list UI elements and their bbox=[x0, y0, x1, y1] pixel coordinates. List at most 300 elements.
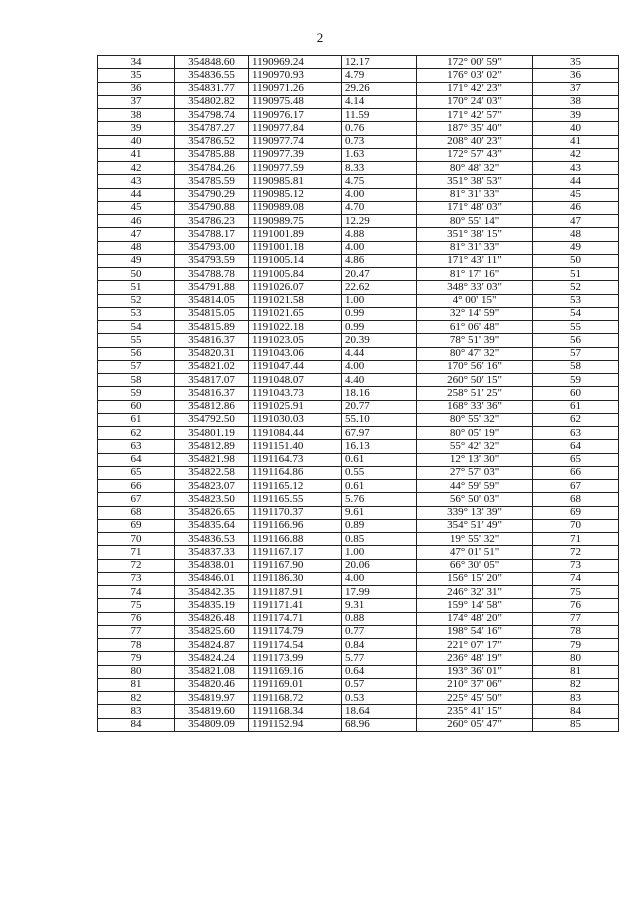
bearing-cell: 172° 57' 43" bbox=[417, 148, 533, 161]
bearing-cell: 61° 06' 48" bbox=[417, 321, 533, 334]
distance-cell: 17.99 bbox=[342, 586, 417, 599]
distance-cell: 4.40 bbox=[342, 374, 417, 387]
next-point-cell: 60 bbox=[533, 387, 619, 400]
x-coordinate-cell: 354837.33 bbox=[175, 546, 249, 559]
table-row bbox=[98, 718, 619, 731]
distance-cell: 20.47 bbox=[342, 268, 417, 281]
table-row bbox=[98, 268, 619, 281]
x-coordinate-cell: 354815.89 bbox=[175, 321, 249, 334]
point-number-cell: 39 bbox=[98, 122, 175, 135]
distance-cell: 0.57 bbox=[342, 678, 417, 691]
next-point-cell: 63 bbox=[533, 427, 619, 440]
x-coordinate-cell: 354790.88 bbox=[175, 201, 249, 214]
point-number-cell: 80 bbox=[98, 665, 175, 678]
table-row bbox=[98, 82, 619, 95]
x-coordinate-cell: 354793.59 bbox=[175, 254, 249, 267]
point-number-cell: 63 bbox=[98, 440, 175, 453]
y-coordinate-cell: 1191166.88 bbox=[249, 533, 342, 546]
x-coordinate-cell: 354812.89 bbox=[175, 440, 249, 453]
table-row bbox=[98, 480, 619, 493]
next-point-cell: 82 bbox=[533, 678, 619, 691]
bearing-cell: 80° 47' 32" bbox=[417, 347, 533, 360]
x-coordinate-cell: 354809.09 bbox=[175, 718, 249, 731]
y-coordinate-cell: 1191174.54 bbox=[249, 639, 342, 652]
x-coordinate-cell: 354846.01 bbox=[175, 572, 249, 585]
x-coordinate-cell: 354835.19 bbox=[175, 599, 249, 612]
y-coordinate-cell: 1191023.05 bbox=[249, 334, 342, 347]
x-coordinate-cell: 354802.82 bbox=[175, 95, 249, 108]
distance-cell: 20.06 bbox=[342, 559, 417, 572]
distance-cell: 67.97 bbox=[342, 427, 417, 440]
point-number-cell: 76 bbox=[98, 612, 175, 625]
bearing-cell: 221° 07' 17" bbox=[417, 639, 533, 652]
next-point-cell: 83 bbox=[533, 692, 619, 705]
y-coordinate-cell: 1190975.48 bbox=[249, 95, 342, 108]
distance-cell: 5.77 bbox=[342, 652, 417, 665]
bearing-cell: 56° 50' 03" bbox=[417, 493, 533, 506]
x-coordinate-cell: 354824.87 bbox=[175, 639, 249, 652]
next-point-cell: 70 bbox=[533, 519, 619, 532]
point-number-cell: 77 bbox=[98, 625, 175, 638]
y-coordinate-cell: 1190969.24 bbox=[249, 56, 342, 69]
y-coordinate-cell: 1191165.12 bbox=[249, 480, 342, 493]
next-point-cell: 46 bbox=[533, 201, 619, 214]
point-number-cell: 65 bbox=[98, 466, 175, 479]
bearing-cell: 78° 51' 39" bbox=[417, 334, 533, 347]
x-coordinate-cell: 354819.60 bbox=[175, 705, 249, 718]
table-row bbox=[98, 400, 619, 413]
point-number-cell: 41 bbox=[98, 148, 175, 161]
x-coordinate-cell: 354820.31 bbox=[175, 347, 249, 360]
next-point-cell: 52 bbox=[533, 281, 619, 294]
distance-cell: 1.00 bbox=[342, 294, 417, 307]
y-coordinate-cell: 1191174.79 bbox=[249, 625, 342, 638]
y-coordinate-cell: 1191001.89 bbox=[249, 228, 342, 241]
distance-cell: 0.89 bbox=[342, 519, 417, 532]
distance-cell: 0.61 bbox=[342, 453, 417, 466]
bearing-cell: 81° 31' 33" bbox=[417, 188, 533, 201]
bearing-cell: 225° 45' 50" bbox=[417, 692, 533, 705]
bearing-cell: 80° 55' 32" bbox=[417, 413, 533, 426]
point-number-cell: 57 bbox=[98, 360, 175, 373]
y-coordinate-cell: 1191151.40 bbox=[249, 440, 342, 453]
y-coordinate-cell: 1191001.18 bbox=[249, 241, 342, 254]
bearing-cell: 235° 41' 15" bbox=[417, 705, 533, 718]
distance-cell: 0.55 bbox=[342, 466, 417, 479]
point-number-cell: 52 bbox=[98, 294, 175, 307]
point-number-cell: 53 bbox=[98, 307, 175, 320]
table-row bbox=[98, 228, 619, 241]
y-coordinate-cell: 1190977.74 bbox=[249, 135, 342, 148]
next-point-cell: 62 bbox=[533, 413, 619, 426]
next-point-cell: 58 bbox=[533, 360, 619, 373]
x-coordinate-cell: 354831.77 bbox=[175, 82, 249, 95]
table-row bbox=[98, 440, 619, 453]
distance-cell: 18.64 bbox=[342, 705, 417, 718]
next-point-cell: 75 bbox=[533, 586, 619, 599]
distance-cell: 4.75 bbox=[342, 175, 417, 188]
y-coordinate-cell: 1191047.44 bbox=[249, 360, 342, 373]
point-number-cell: 62 bbox=[98, 427, 175, 440]
x-coordinate-cell: 354848.60 bbox=[175, 56, 249, 69]
x-coordinate-cell: 354784.26 bbox=[175, 162, 249, 175]
bearing-cell: 19° 55' 32" bbox=[417, 533, 533, 546]
x-coordinate-cell: 354823.50 bbox=[175, 493, 249, 506]
table-row bbox=[98, 215, 619, 228]
bearing-cell: 32° 14' 59" bbox=[417, 307, 533, 320]
bearing-cell: 258° 51' 25" bbox=[417, 387, 533, 400]
table-row bbox=[98, 625, 619, 638]
next-point-cell: 47 bbox=[533, 215, 619, 228]
bearing-cell: 260° 50' 15" bbox=[417, 374, 533, 387]
next-point-cell: 67 bbox=[533, 480, 619, 493]
y-coordinate-cell: 1190989.75 bbox=[249, 215, 342, 228]
x-coordinate-cell: 354822.58 bbox=[175, 466, 249, 479]
table-row bbox=[98, 307, 619, 320]
y-coordinate-cell: 1191186.30 bbox=[249, 572, 342, 585]
next-point-cell: 78 bbox=[533, 625, 619, 638]
point-number-cell: 67 bbox=[98, 493, 175, 506]
distance-cell: 4.44 bbox=[342, 347, 417, 360]
next-point-cell: 71 bbox=[533, 533, 619, 546]
x-coordinate-cell: 354786.52 bbox=[175, 135, 249, 148]
next-point-cell: 48 bbox=[533, 228, 619, 241]
point-number-cell: 84 bbox=[98, 718, 175, 731]
y-coordinate-cell: 1190970.93 bbox=[249, 69, 342, 82]
y-coordinate-cell: 1190971.26 bbox=[249, 82, 342, 95]
point-number-cell: 51 bbox=[98, 281, 175, 294]
y-coordinate-cell: 1190977.84 bbox=[249, 122, 342, 135]
next-point-cell: 76 bbox=[533, 599, 619, 612]
point-number-cell: 42 bbox=[98, 162, 175, 175]
point-number-cell: 68 bbox=[98, 506, 175, 519]
x-coordinate-cell: 354790.29 bbox=[175, 188, 249, 201]
point-number-cell: 82 bbox=[98, 692, 175, 705]
coordinate-table bbox=[97, 55, 619, 732]
bearing-cell: 80° 55' 14" bbox=[417, 215, 533, 228]
table-row bbox=[98, 109, 619, 122]
y-coordinate-cell: 1191030.03 bbox=[249, 413, 342, 426]
x-coordinate-cell: 354824.24 bbox=[175, 652, 249, 665]
point-number-cell: 43 bbox=[98, 175, 175, 188]
x-coordinate-cell: 354835.64 bbox=[175, 519, 249, 532]
next-point-cell: 77 bbox=[533, 612, 619, 625]
table-row bbox=[98, 294, 619, 307]
distance-cell: 55.10 bbox=[342, 413, 417, 426]
table-row bbox=[98, 705, 619, 718]
distance-cell: 4.86 bbox=[342, 254, 417, 267]
point-number-cell: 35 bbox=[98, 69, 175, 82]
x-coordinate-cell: 354821.02 bbox=[175, 360, 249, 373]
next-point-cell: 40 bbox=[533, 122, 619, 135]
next-point-cell: 37 bbox=[533, 82, 619, 95]
point-number-cell: 69 bbox=[98, 519, 175, 532]
next-point-cell: 72 bbox=[533, 546, 619, 559]
distance-cell: 12.29 bbox=[342, 215, 417, 228]
table-row bbox=[98, 241, 619, 254]
next-point-cell: 59 bbox=[533, 374, 619, 387]
distance-cell: 20.77 bbox=[342, 400, 417, 413]
next-point-cell: 57 bbox=[533, 347, 619, 360]
y-coordinate-cell: 1191166.96 bbox=[249, 519, 342, 532]
point-number-cell: 36 bbox=[98, 82, 175, 95]
bearing-cell: 351° 38' 15" bbox=[417, 228, 533, 241]
point-number-cell: 72 bbox=[98, 559, 175, 572]
y-coordinate-cell: 1191167.17 bbox=[249, 546, 342, 559]
bearing-cell: 44° 59' 59" bbox=[417, 480, 533, 493]
distance-cell: 0.99 bbox=[342, 321, 417, 334]
distance-cell: 4.00 bbox=[342, 360, 417, 373]
table-row bbox=[98, 652, 619, 665]
x-coordinate-cell: 354817.07 bbox=[175, 374, 249, 387]
distance-cell: 20.39 bbox=[342, 334, 417, 347]
point-number-cell: 75 bbox=[98, 599, 175, 612]
point-number-cell: 59 bbox=[98, 387, 175, 400]
next-point-cell: 79 bbox=[533, 639, 619, 652]
table-row bbox=[98, 69, 619, 82]
distance-cell: 68.96 bbox=[342, 718, 417, 731]
distance-cell: 12.17 bbox=[342, 56, 417, 69]
distance-cell: 4.00 bbox=[342, 241, 417, 254]
x-coordinate-cell: 354836.55 bbox=[175, 69, 249, 82]
next-point-cell: 38 bbox=[533, 95, 619, 108]
bearing-cell: 27° 57' 03" bbox=[417, 466, 533, 479]
point-number-cell: 54 bbox=[98, 321, 175, 334]
point-number-cell: 50 bbox=[98, 268, 175, 281]
y-coordinate-cell: 1191174.71 bbox=[249, 612, 342, 625]
y-coordinate-cell: 1191043.06 bbox=[249, 347, 342, 360]
next-point-cell: 42 bbox=[533, 148, 619, 161]
x-coordinate-cell: 354791.88 bbox=[175, 281, 249, 294]
table-row bbox=[98, 586, 619, 599]
table-row bbox=[98, 692, 619, 705]
bearing-cell: 210° 37' 06" bbox=[417, 678, 533, 691]
y-coordinate-cell: 1191025.91 bbox=[249, 400, 342, 413]
x-coordinate-cell: 354812.86 bbox=[175, 400, 249, 413]
bearing-cell: 80° 05' 19" bbox=[417, 427, 533, 440]
table-row bbox=[98, 466, 619, 479]
distance-cell: 29.26 bbox=[342, 82, 417, 95]
table-row bbox=[98, 493, 619, 506]
bearing-cell: 4° 00' 15" bbox=[417, 294, 533, 307]
y-coordinate-cell: 1191167.90 bbox=[249, 559, 342, 572]
bearing-cell: 12° 13' 30" bbox=[417, 453, 533, 466]
distance-cell: 11.59 bbox=[342, 109, 417, 122]
distance-cell: 4.00 bbox=[342, 572, 417, 585]
x-coordinate-cell: 354826.48 bbox=[175, 612, 249, 625]
bearing-cell: 66° 30' 05" bbox=[417, 559, 533, 572]
next-point-cell: 80 bbox=[533, 652, 619, 665]
distance-cell: 0.77 bbox=[342, 625, 417, 638]
bearing-cell: 171° 42' 23" bbox=[417, 82, 533, 95]
distance-cell: 4.00 bbox=[342, 188, 417, 201]
point-number-cell: 56 bbox=[98, 347, 175, 360]
distance-cell: 4.88 bbox=[342, 228, 417, 241]
x-coordinate-cell: 354786.23 bbox=[175, 215, 249, 228]
table-row bbox=[98, 201, 619, 214]
distance-cell: 0.61 bbox=[342, 480, 417, 493]
x-coordinate-cell: 354819.97 bbox=[175, 692, 249, 705]
y-coordinate-cell: 1191170.37 bbox=[249, 506, 342, 519]
bearing-cell: 260° 05' 47" bbox=[417, 718, 533, 731]
x-coordinate-cell: 354787.27 bbox=[175, 122, 249, 135]
point-number-cell: 48 bbox=[98, 241, 175, 254]
x-coordinate-cell: 354825.60 bbox=[175, 625, 249, 638]
table-row bbox=[98, 665, 619, 678]
x-coordinate-cell: 354820.46 bbox=[175, 678, 249, 691]
distance-cell: 1.00 bbox=[342, 546, 417, 559]
y-coordinate-cell: 1191048.07 bbox=[249, 374, 342, 387]
table-row bbox=[98, 321, 619, 334]
distance-cell: 22.62 bbox=[342, 281, 417, 294]
x-coordinate-cell: 354821.08 bbox=[175, 665, 249, 678]
point-number-cell: 58 bbox=[98, 374, 175, 387]
x-coordinate-cell: 354815.05 bbox=[175, 307, 249, 320]
table-row bbox=[98, 599, 619, 612]
y-coordinate-cell: 1191043.73 bbox=[249, 387, 342, 400]
next-point-cell: 51 bbox=[533, 268, 619, 281]
y-coordinate-cell: 1191005.84 bbox=[249, 268, 342, 281]
next-point-cell: 50 bbox=[533, 254, 619, 267]
distance-cell: 0.64 bbox=[342, 665, 417, 678]
bearing-cell: 208° 40' 23" bbox=[417, 135, 533, 148]
table-row bbox=[98, 639, 619, 652]
y-coordinate-cell: 1191084.44 bbox=[249, 427, 342, 440]
x-coordinate-cell: 354792.50 bbox=[175, 413, 249, 426]
x-coordinate-cell: 354798.74 bbox=[175, 109, 249, 122]
x-coordinate-cell: 354826.65 bbox=[175, 506, 249, 519]
next-point-cell: 81 bbox=[533, 665, 619, 678]
x-coordinate-cell: 354842.35 bbox=[175, 586, 249, 599]
y-coordinate-cell: 1191021.58 bbox=[249, 294, 342, 307]
next-point-cell: 39 bbox=[533, 109, 619, 122]
table-row bbox=[98, 162, 619, 175]
next-point-cell: 43 bbox=[533, 162, 619, 175]
x-coordinate-cell: 354821.98 bbox=[175, 453, 249, 466]
point-number-cell: 78 bbox=[98, 639, 175, 652]
next-point-cell: 64 bbox=[533, 440, 619, 453]
y-coordinate-cell: 1191169.01 bbox=[249, 678, 342, 691]
y-coordinate-cell: 1191168.72 bbox=[249, 692, 342, 705]
table-row bbox=[98, 95, 619, 108]
next-point-cell: 35 bbox=[533, 56, 619, 69]
point-number-cell: 79 bbox=[98, 652, 175, 665]
point-number-cell: 74 bbox=[98, 586, 175, 599]
x-coordinate-cell: 354838.01 bbox=[175, 559, 249, 572]
next-point-cell: 56 bbox=[533, 334, 619, 347]
table-row bbox=[98, 360, 619, 373]
y-coordinate-cell: 1190985.12 bbox=[249, 188, 342, 201]
table-row bbox=[98, 533, 619, 546]
point-number-cell: 38 bbox=[98, 109, 175, 122]
x-coordinate-cell: 354836.53 bbox=[175, 533, 249, 546]
bearing-cell: 354° 51' 49" bbox=[417, 519, 533, 532]
table-row bbox=[98, 427, 619, 440]
bearing-cell: 171° 42' 57" bbox=[417, 109, 533, 122]
table-row bbox=[98, 678, 619, 691]
next-point-cell: 73 bbox=[533, 559, 619, 572]
point-number-cell: 47 bbox=[98, 228, 175, 241]
table-row bbox=[98, 413, 619, 426]
x-coordinate-cell: 354788.78 bbox=[175, 268, 249, 281]
point-number-cell: 61 bbox=[98, 413, 175, 426]
y-coordinate-cell: 1191021.65 bbox=[249, 307, 342, 320]
x-coordinate-cell: 354788.17 bbox=[175, 228, 249, 241]
y-coordinate-cell: 1191022.18 bbox=[249, 321, 342, 334]
point-number-cell: 49 bbox=[98, 254, 175, 267]
point-number-cell: 60 bbox=[98, 400, 175, 413]
point-number-cell: 70 bbox=[98, 533, 175, 546]
next-point-cell: 65 bbox=[533, 453, 619, 466]
y-coordinate-cell: 1191173.99 bbox=[249, 652, 342, 665]
bearing-cell: 170° 24' 03" bbox=[417, 95, 533, 108]
bearing-cell: 170° 56' 16" bbox=[417, 360, 533, 373]
table-row bbox=[98, 188, 619, 201]
table-row bbox=[98, 254, 619, 267]
distance-cell: 0.73 bbox=[342, 135, 417, 148]
distance-cell: 0.76 bbox=[342, 122, 417, 135]
page-number: 2 bbox=[316, 30, 324, 45]
table-row bbox=[98, 612, 619, 625]
distance-cell: 0.99 bbox=[342, 307, 417, 320]
bearing-cell: 156° 15' 20" bbox=[417, 572, 533, 585]
table-row bbox=[98, 453, 619, 466]
table-row bbox=[98, 572, 619, 585]
distance-cell: 0.88 bbox=[342, 612, 417, 625]
bearing-cell: 55° 42' 32" bbox=[417, 440, 533, 453]
table-row bbox=[98, 506, 619, 519]
next-point-cell: 41 bbox=[533, 135, 619, 148]
bearing-cell: 47° 01' 51" bbox=[417, 546, 533, 559]
point-number-cell: 73 bbox=[98, 572, 175, 585]
table-row bbox=[98, 387, 619, 400]
y-coordinate-cell: 1191169.16 bbox=[249, 665, 342, 678]
x-coordinate-cell: 354814.05 bbox=[175, 294, 249, 307]
bearing-cell: 236° 48' 19" bbox=[417, 652, 533, 665]
y-coordinate-cell: 1190976.17 bbox=[249, 109, 342, 122]
bearing-cell: 171° 43' 11" bbox=[417, 254, 533, 267]
x-coordinate-cell: 354793.00 bbox=[175, 241, 249, 254]
table-row bbox=[98, 334, 619, 347]
next-point-cell: 53 bbox=[533, 294, 619, 307]
bearing-cell: 176° 03' 02" bbox=[417, 69, 533, 82]
next-point-cell: 36 bbox=[533, 69, 619, 82]
next-point-cell: 55 bbox=[533, 321, 619, 334]
x-coordinate-cell: 354785.59 bbox=[175, 175, 249, 188]
point-number-cell: 37 bbox=[98, 95, 175, 108]
bearing-cell: 174° 48' 20" bbox=[417, 612, 533, 625]
point-number-cell: 83 bbox=[98, 705, 175, 718]
point-number-cell: 44 bbox=[98, 188, 175, 201]
distance-cell: 8.33 bbox=[342, 162, 417, 175]
bearing-cell: 168° 33' 36" bbox=[417, 400, 533, 413]
point-number-cell: 71 bbox=[98, 546, 175, 559]
x-coordinate-cell: 354801.19 bbox=[175, 427, 249, 440]
point-number-cell: 34 bbox=[98, 56, 175, 69]
next-point-cell: 49 bbox=[533, 241, 619, 254]
bearing-cell: 171° 48' 03" bbox=[417, 201, 533, 214]
distance-cell: 16.13 bbox=[342, 440, 417, 453]
distance-cell: 18.16 bbox=[342, 387, 417, 400]
next-point-cell: 69 bbox=[533, 506, 619, 519]
point-number-cell: 40 bbox=[98, 135, 175, 148]
x-coordinate-cell: 354816.37 bbox=[175, 334, 249, 347]
table-row bbox=[98, 519, 619, 532]
table-row bbox=[98, 546, 619, 559]
distance-cell: 4.70 bbox=[342, 201, 417, 214]
next-point-cell: 44 bbox=[533, 175, 619, 188]
bearing-cell: 198° 54' 16" bbox=[417, 625, 533, 638]
